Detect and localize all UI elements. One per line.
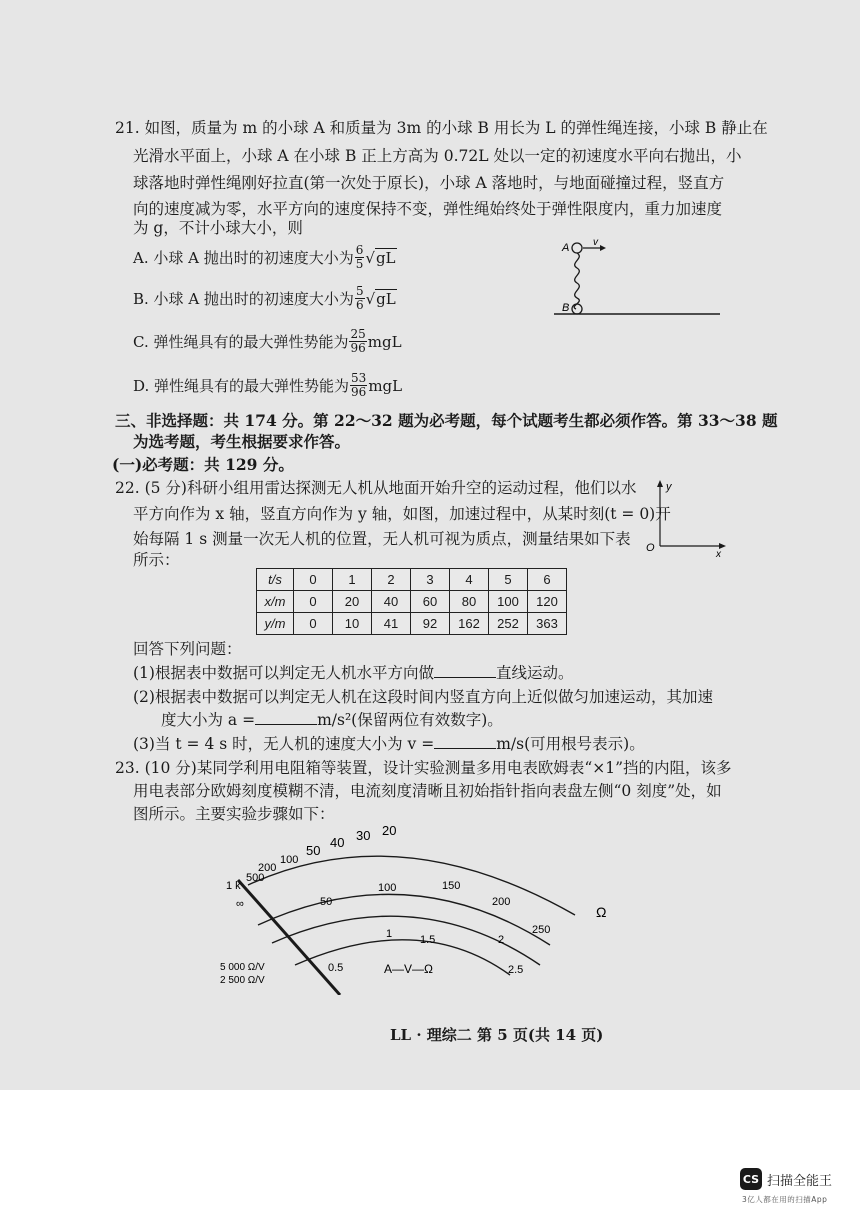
ohm-label: 100 — [280, 854, 299, 866]
dial-center-text: A—V—Ω — [384, 962, 433, 976]
table-cell: 10 — [333, 613, 372, 635]
table-cell: 20 — [333, 591, 372, 613]
table-cell: 41 — [372, 613, 411, 635]
section3-required: (一)必考题：共 129 分。 — [112, 455, 294, 474]
table-cell: 80 — [450, 591, 489, 613]
table-cell: 0 — [294, 569, 333, 591]
table-cell: 252 — [489, 613, 528, 635]
table-cell: 1 — [333, 569, 372, 591]
table-header-cell: t/s — [257, 569, 294, 591]
table-cell: 0 — [294, 591, 333, 613]
table-cell: 4 — [450, 569, 489, 591]
table-cell: 120 — [528, 591, 567, 613]
omega-label: Ω — [596, 904, 607, 920]
mid-scale-labels — [320, 880, 550, 936]
ohm-label: 50 — [306, 843, 321, 858]
ohm-label: 20 — [382, 825, 397, 838]
inner-label: 2.5 — [508, 964, 524, 976]
table-cell: 6 — [528, 569, 567, 591]
table-header-cell: x/m — [257, 591, 294, 613]
multimeter-dial — [210, 825, 630, 995]
q22-line-3: 始每隔 1 s 测量一次无人机的位置，无人机可视为质点，测量结果如下表 — [133, 530, 631, 548]
q22-sub2-line-1: (2)根据表中数据可以判定无人机在这段时间内竖直方向上近似做匀加速运动，其加速 — [133, 688, 713, 706]
table-row — [257, 569, 567, 591]
table-row — [257, 613, 567, 635]
table-cell: 162 — [450, 613, 489, 635]
inner-label: 1 — [386, 928, 393, 940]
section3-line-2: 为选考题，考生根据要求作答。 — [133, 432, 351, 451]
figure-label-v: v — [593, 237, 598, 248]
ohm-label: 500 — [246, 872, 265, 884]
q22-sub2-line-2: 度大小为 a = m/s²(保留两位有效数字)。 — [161, 711, 503, 729]
ohm-label: 1 k — [226, 880, 241, 892]
scanner-logo-icon: CS — [740, 1168, 762, 1190]
table-header-cell: y/m — [257, 613, 294, 635]
ball-a — [572, 243, 582, 253]
table-cell: 3 — [411, 569, 450, 591]
mid-label: 100 — [378, 882, 397, 894]
section3-line-1: 三、非选择题：共 174 分。第 22～32 题为必考题，每个试题考生都必须作答。第 33～38 题 — [115, 411, 778, 430]
ohm-label: 40 — [330, 835, 345, 850]
elastic-cord — [574, 253, 579, 309]
q21-option-a: A. 小球 A 抛出时的初速度大小为 $\frac{6}{5}$ √gL — [133, 243, 396, 271]
q22-axes-figure — [640, 478, 730, 558]
q23-line-1: 23. (10 分)某同学利用电阻箱等装置，设计实验测量多用电表欧姆表“×1”挡的内阻，该多 — [115, 759, 732, 777]
scanner-brand — [740, 1168, 832, 1190]
answer-blank-1[interactable] — [434, 663, 496, 678]
sensitivity-label-1: 5 000 Ω/V — [220, 962, 265, 973]
q21-line-1: 21. 如图，质量为 m 的小球 A 和质量为 3m 的小球 B 用长为 L 的弹性绳连接，小球 B 静止在 — [115, 119, 768, 137]
q22-answer-prompt: 回答下列问题： — [133, 640, 242, 658]
table-cell: 100 — [489, 591, 528, 613]
q22-line-2: 平方向作为 x 轴，竖直方向作为 y 轴，如图，加速过程中，从某时刻(t = 0)开 — [133, 505, 671, 523]
q21-figure — [552, 236, 722, 322]
inner-label: 2 — [498, 934, 505, 946]
table-cell: 60 — [411, 591, 450, 613]
q21-line-3: 球落地时弹性绳刚好拉直(第一次处于原长)，小球 A 落地时，与地面碰撞过程，竖直方 — [133, 174, 725, 192]
table-cell: 40 — [372, 591, 411, 613]
ohm-label: 200 — [258, 862, 277, 874]
figure-label-a: A — [562, 242, 570, 254]
q21-option-c: C. 弹性绳具有的最大弹性势能为 $\frac{25}{96}$ mgL — [133, 327, 402, 355]
q21-line-4: 向的速度减为零，水平方向的速度保持不变，弹性绳始终处于弹性限度内，重力加速度 — [133, 200, 723, 218]
table-cell: 2 — [372, 569, 411, 591]
page-footer: LL · 理综二 第 5 页(共 14 页) — [390, 1026, 604, 1044]
q21-line-5: 为 g，不计小球大小，则 — [133, 219, 303, 237]
table-cell: 5 — [489, 569, 528, 591]
table-cell: 92 — [411, 613, 450, 635]
q22-data-table — [256, 568, 567, 635]
q21-option-b: B. 小球 A 抛出时的初速度大小为 $\frac{5}{6}$ √gL — [133, 284, 396, 312]
table-cell: 0 — [294, 613, 333, 635]
answer-blank-2[interactable] — [255, 710, 317, 725]
q21-option-d: D. 弹性绳具有的最大弹性势能为 $\frac{53}{96}$ mgL — [133, 371, 403, 399]
ohm-label: 30 — [356, 828, 371, 843]
velocity-arrowhead — [600, 245, 606, 251]
q21-line-2: 光滑水平面上，小球 A 在小球 B 正上方高为 0.72L 处以一定的初速度水平向右抛出，小 — [133, 147, 742, 165]
sensitivity-label-2: 2 500 Ω/V — [220, 975, 265, 986]
table-row — [257, 591, 567, 613]
figure-label-b: B — [562, 302, 570, 314]
q22-sub1: (1)根据表中数据可以判定无人机水平方向做 直线运动。 — [133, 664, 574, 682]
scanner-brand-name: 扫描全能王 — [767, 1173, 833, 1189]
scanner-tagline: 3亿人都在用的扫描App — [742, 1195, 828, 1204]
ohm-label: ∞ — [236, 898, 244, 910]
mid-label: 200 — [492, 896, 511, 908]
inner-label: 1.5 — [420, 934, 436, 946]
origin-label: O — [646, 542, 655, 554]
ball-b — [572, 304, 582, 314]
q22-line-1: 22. (5 分)科研小组用雷达探测无人机从地面开始升空的运动过程，他们以水 — [115, 479, 637, 497]
mid-label: 250 — [532, 924, 551, 936]
answer-blank-3[interactable] — [434, 734, 496, 749]
mid-label: 150 — [442, 880, 461, 892]
q23-line-3: 图所示。主要实验步骤如下： — [133, 805, 335, 823]
y-axis-label: y — [666, 481, 672, 493]
q22-line-4: 所示： — [133, 551, 180, 569]
x-axis-label: x — [716, 549, 721, 558]
table-cell: 363 — [528, 613, 567, 635]
inner-label: 0.5 — [328, 962, 344, 974]
q22-sub3: (3)当 t = 4 s 时，无人机的速度大小为 v = m/s(可用根号表示)。 — [133, 735, 645, 753]
q23-line-2: 用电表部分欧姆刻度模糊不清，电流刻度清晰且初始指针指向表盘左侧“0 刻度”处，如 — [133, 782, 722, 800]
y-axis-arrow — [657, 480, 663, 487]
mid-label: 50 — [320, 896, 333, 908]
